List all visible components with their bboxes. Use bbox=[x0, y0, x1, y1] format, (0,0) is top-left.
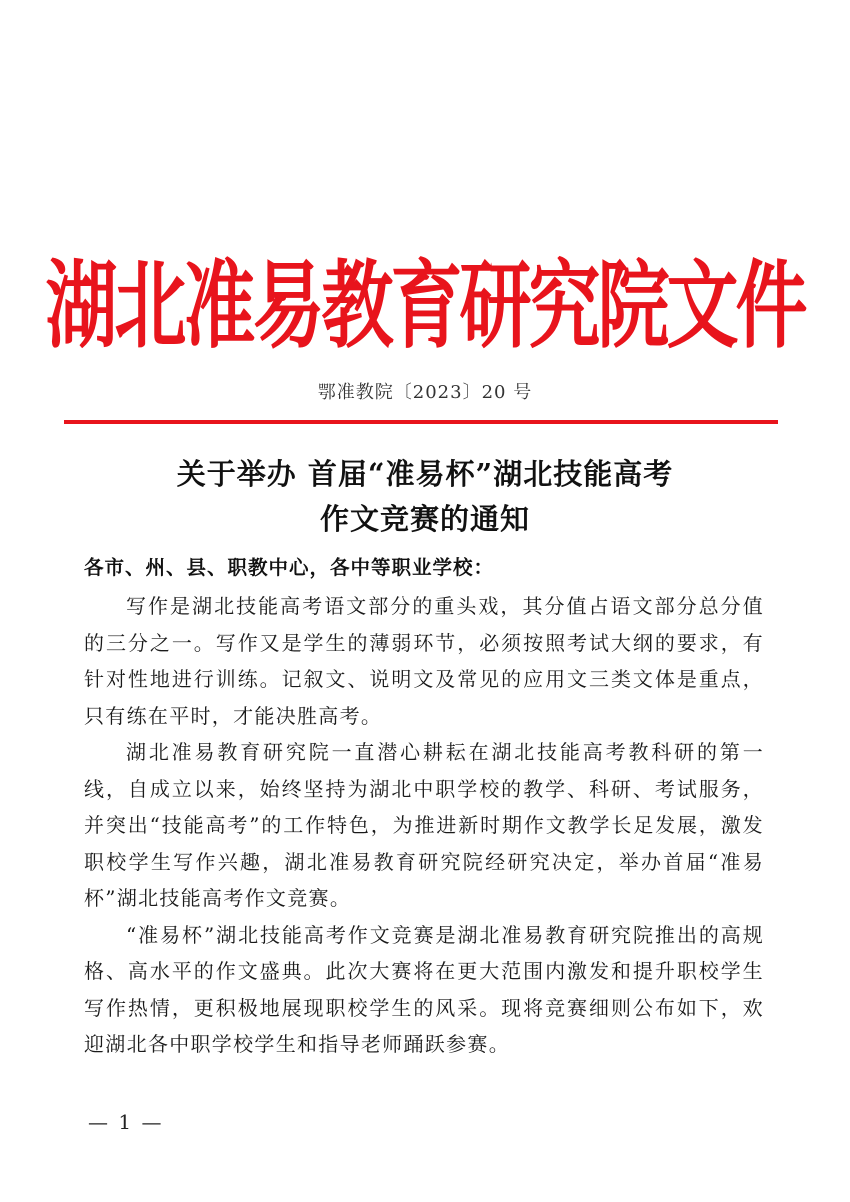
body-paragraph: 湖北准易教育研究院一直潜心耕耘在湖北技能高考教科研的第一线，自成立以来，始终坚持为湖北中职学校的教学、科研、考试服务，并突出“技能高考”的工作特色，为推进新时期作文教学长足发展，激发职校学生写作兴趣，湖北准易教育研究院经研究决定，举办首届“准易杯”湖北技能高考作文竞赛。 bbox=[84, 740, 764, 910]
document-header-title: 湖北准易教育研究院文件 bbox=[45, 250, 805, 361]
notice-title-line-2: 作文竞赛的通知 bbox=[319, 502, 530, 536]
page-number: — 1 — bbox=[88, 1110, 164, 1134]
header-divider bbox=[64, 420, 778, 424]
notice-body bbox=[84, 588, 764, 1063]
body-paragraph: 写作是湖北技能高考语文部分的重头戏，其分值占语文部分总分值的三分之一。写作又是学生的薄弱环节，必须按照考试大纲的要求，有针对性地进行训练。记叙文、说明文及常见的应用文三类文体是重点，只有练在平时，才能决胜高考。 bbox=[84, 594, 764, 728]
salutation: 各市、州、县、职教中心，各中等职业学校： bbox=[84, 556, 495, 579]
document-number: 鄂准教院〔2023〕20 号 bbox=[317, 382, 533, 403]
notice-title-line-1: 关于举办 首届“准易杯”湖北技能高考 bbox=[176, 457, 674, 491]
body-paragraph: “准易杯”湖北技能高考作文竞赛是湖北准易教育研究院推出的高规格、高水平的作文盛典。此次大赛将在更大范围内激发和提升职校学生写作热情，更积极地展现职校学生的风采。现将竞赛细则公布如下，欢迎湖北各中职学校学生和指导老师踊跃参赛。 bbox=[84, 922, 764, 1056]
